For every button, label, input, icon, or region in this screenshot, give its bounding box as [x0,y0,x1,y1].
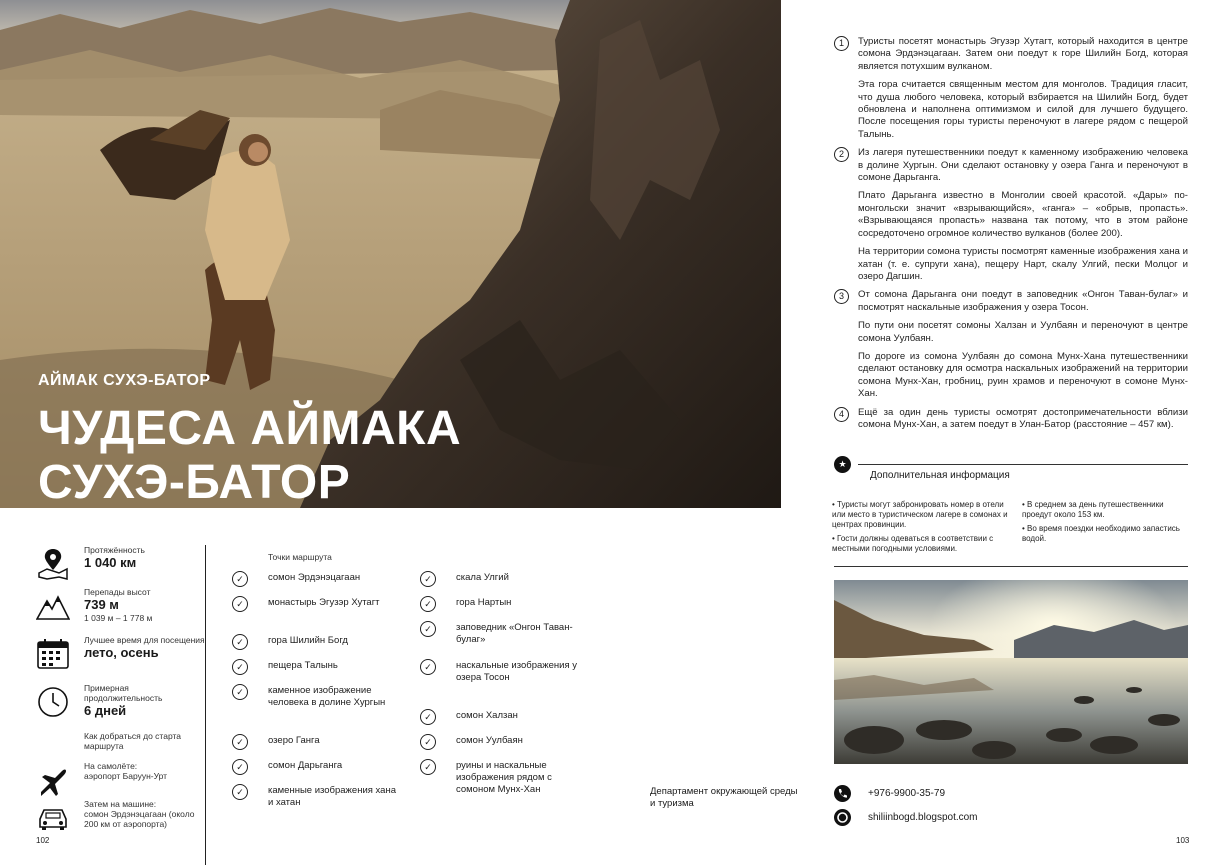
lake-photo [834,580,1188,764]
route-pin-icon: ✓ [232,734,248,750]
step-paragraph: Из лагеря путешественники поедут к каменному изображению человека в долине Хургын. Они сделают остановку у озера Ганга и переночуют в сомоне Дарьганга. [858,147,1188,184]
step-paragraph: Ещё за один день туристы осмотрят достопримечательности вблизи сомона Мунх-Хан, а затем поедут в Улан-Батор (расстояние – 457 км). [858,406,1188,430]
step-paragraph: По дороге из сомона Уулбаян до сомона Мунх-Хана путешественники сделают остановку для осмотра наскальных изображений на территории сомона Мунх-Хан, гробниц, руин храмов и переночуют в сомоне Мунх-Хан. [858,350,1188,400]
route-point: ✓ гора Шилийн Богд [232,635,402,660]
page-number-right: 103 [1176,836,1190,845]
fact-car-label: Затем на машине: [84,799,157,809]
car-icon [36,801,70,835]
route-facts [36,545,206,847]
fact-elevation-range: 1 039 м – 1 778 м [84,613,153,623]
fact-season [36,635,206,683]
mountain-lake-image [834,580,1188,764]
page-title: ЧУДЕСА АЙМАКА СУХЭ-БАТОР [38,402,462,508]
fact-duration [36,683,206,731]
route-pin-icon: ✓ [420,621,436,637]
itinerary-step-3 [834,289,1188,400]
route-point: ✓ сомон Эрдэнэцагаан [232,572,402,597]
fact-how-to-get [36,731,206,761]
route-pin-icon: ✓ [420,596,436,612]
fact-elevation-label: Перепады высот [84,587,151,597]
website-link[interactable]: shiliinbogd.blogspot.com [868,812,978,823]
info-bullet: • Туристы могут забронировать номер в отели или место в туристическом лагере в сомонах и центрах провинции. [832,500,1008,529]
contact-site [834,809,1134,827]
route-pin-icon: ✓ [420,709,436,725]
route-point: ✓ заповедник «Онгон Таван-булаг» [420,622,580,660]
hero-photo [0,0,781,508]
itinerary-steps [834,36,1188,437]
info-bottom-divider [834,566,1188,567]
step-paragraph: Туристы посетят монастырь Эгузэр Хутагт, который находится в центре сомона Эрдэнэцагаан. Затем они поедут к горе Шилийн Богд, которая является потухшим вулканом. [858,36,1188,72]
itinerary-step-2 [834,147,1188,283]
route-pin-icon: ✓ [420,734,436,750]
fact-length-value: 1 040 км [84,555,137,570]
route-list-col1 [232,572,402,823]
region-subtitle: АЙМАК СУХЭ-БАТОР [38,372,211,389]
fact-length-label: Протяжённость [84,545,145,555]
mountains-icon [36,589,70,623]
route-point: ✓ каменное изображение человека в долине Хургын [232,685,402,735]
route-pin-icon: ✓ [232,784,248,800]
itinerary-step-4 [834,407,1188,432]
route-pin-icon: ✓ [232,596,248,612]
route-point: ✓ озеро Ганга [232,735,402,760]
route-title: Точки маршрута [268,552,332,562]
route-list-col2 [420,572,580,800]
route-pin-icon: ✓ [232,571,248,587]
fact-duration-value: 6 дней [84,703,127,718]
step-paragraph: От сомона Дарьганга они поедут в заповедник «Онгон Таван-булаг» и посмотрят наскальные изображения у озера Тосон. [858,289,1188,313]
phone-number[interactable]: +976-9900-35-79 [868,788,946,799]
info-bullet: • Во время поездки необходимо запастись водой. [1022,524,1180,543]
route-pin-icon: ✓ [420,659,436,675]
route-point: ✓ сомон Дарьганга [232,760,402,785]
fact-length [36,545,206,587]
route-point: ✓ сомон Халзан [420,710,580,735]
fact-how-to-get-label: Как добраться до старта маршрута [84,731,182,751]
step-paragraph: По пути они посетят сомоны Халзан и Уулбаян и переночуют в центре сомона Уулбаян. [858,320,1188,344]
contact-phone [834,785,1134,803]
step-number: 2 [834,147,849,162]
fact-duration-label: Примерная продолжительность [84,683,163,703]
additional-info-title: Дополнительная информация [870,470,1010,481]
additional-info-col-a [832,500,1012,558]
clock-icon [36,685,70,719]
fact-elevation-value: 739 м [84,597,119,612]
step-number: 4 [834,407,849,422]
fact-car [36,799,206,847]
route-pin-icon: ✓ [420,759,436,775]
route-pin-icon: ✓ [232,759,248,775]
page-number-left: 102 [36,836,50,845]
column-divider [205,545,206,865]
map-pin-icon [36,547,70,581]
info-bullet: • В среднем за день путешественники проедут около 153 км. [1022,500,1164,519]
star-icon: ★ [834,456,851,473]
route-pin-icon: ✓ [232,684,248,700]
step-paragraph: Плато Дарьганга известно в Монголии своей красотой. «Дары» по-монгольски значит «взрывающийся», «ганга» – «обрыв, пропасть». «Взрывающаяся пропасть» названа так потому, что в этом районе сосредоточено огромное количество вулканов (более 200). [858,190,1188,239]
route-point: ✓ пещера Талынь [232,660,402,685]
route-point: ✓ руины и наскальные изображения рядом с сомоном Мунх-Хан [420,760,580,800]
fact-plane-label: На самолёте: [84,761,138,771]
route-point: ✓ скала Улгий [420,572,580,597]
itinerary-step-1 [834,36,1188,141]
info-bullet: • Гости должны одеваться в соответствии с местными погодными условиями. [832,534,994,553]
step-number: 3 [834,289,849,304]
route-pin-icon: ✓ [232,634,248,650]
fact-plane-note: аэропорт Баруун-Урт [84,771,168,781]
route-point: ✓ сомон Уулбаян [420,735,580,760]
route-pin-icon: ✓ [232,659,248,675]
step-paragraph: На территории сомона туристы посмотрят каменные изображения хана и хатан (т. е. супруги хана), пещеру Нарт, скалу Улгий, пески Молцог и озеро Дагшин. [858,246,1188,282]
fact-plane [36,761,206,799]
department-name: Департамент окружающей среды и туризма [650,786,798,809]
route-point: ✓ монастырь Эгузэр Хутагт [232,597,402,635]
step-paragraph: Эта гора считается священным местом для монголов. Традиция гласит, что душа любого человека, который взбирается на Шилийн Богд, будет обновлена и наполнена оптимизмом и силой для лучшего будущего. После посещения горы туристы переночуют в лагере рядом с пещерой Талынь. [858,79,1188,140]
info-divider [858,464,1188,465]
fact-car-note: сомон Эрдэнэцагаан (около 200 км от аэропорта) [84,809,195,829]
additional-info-col-b [1022,500,1187,548]
phone-icon [834,785,851,802]
fact-season-label: Лучшее время для посещения [84,635,205,645]
route-point: ✓ каменные изображения хана и хатан [232,785,402,823]
fact-season-value: лето, осень [84,645,159,660]
route-pin-icon: ✓ [420,571,436,587]
globe-icon [834,809,851,826]
calendar-icon [36,637,70,671]
fact-elevation [36,587,206,635]
route-point: ✓ гора Нартын [420,597,580,622]
step-number: 1 [834,36,849,51]
airplane-icon [36,763,70,797]
route-point: ✓ наскальные изображения у озера Тосон [420,660,580,710]
